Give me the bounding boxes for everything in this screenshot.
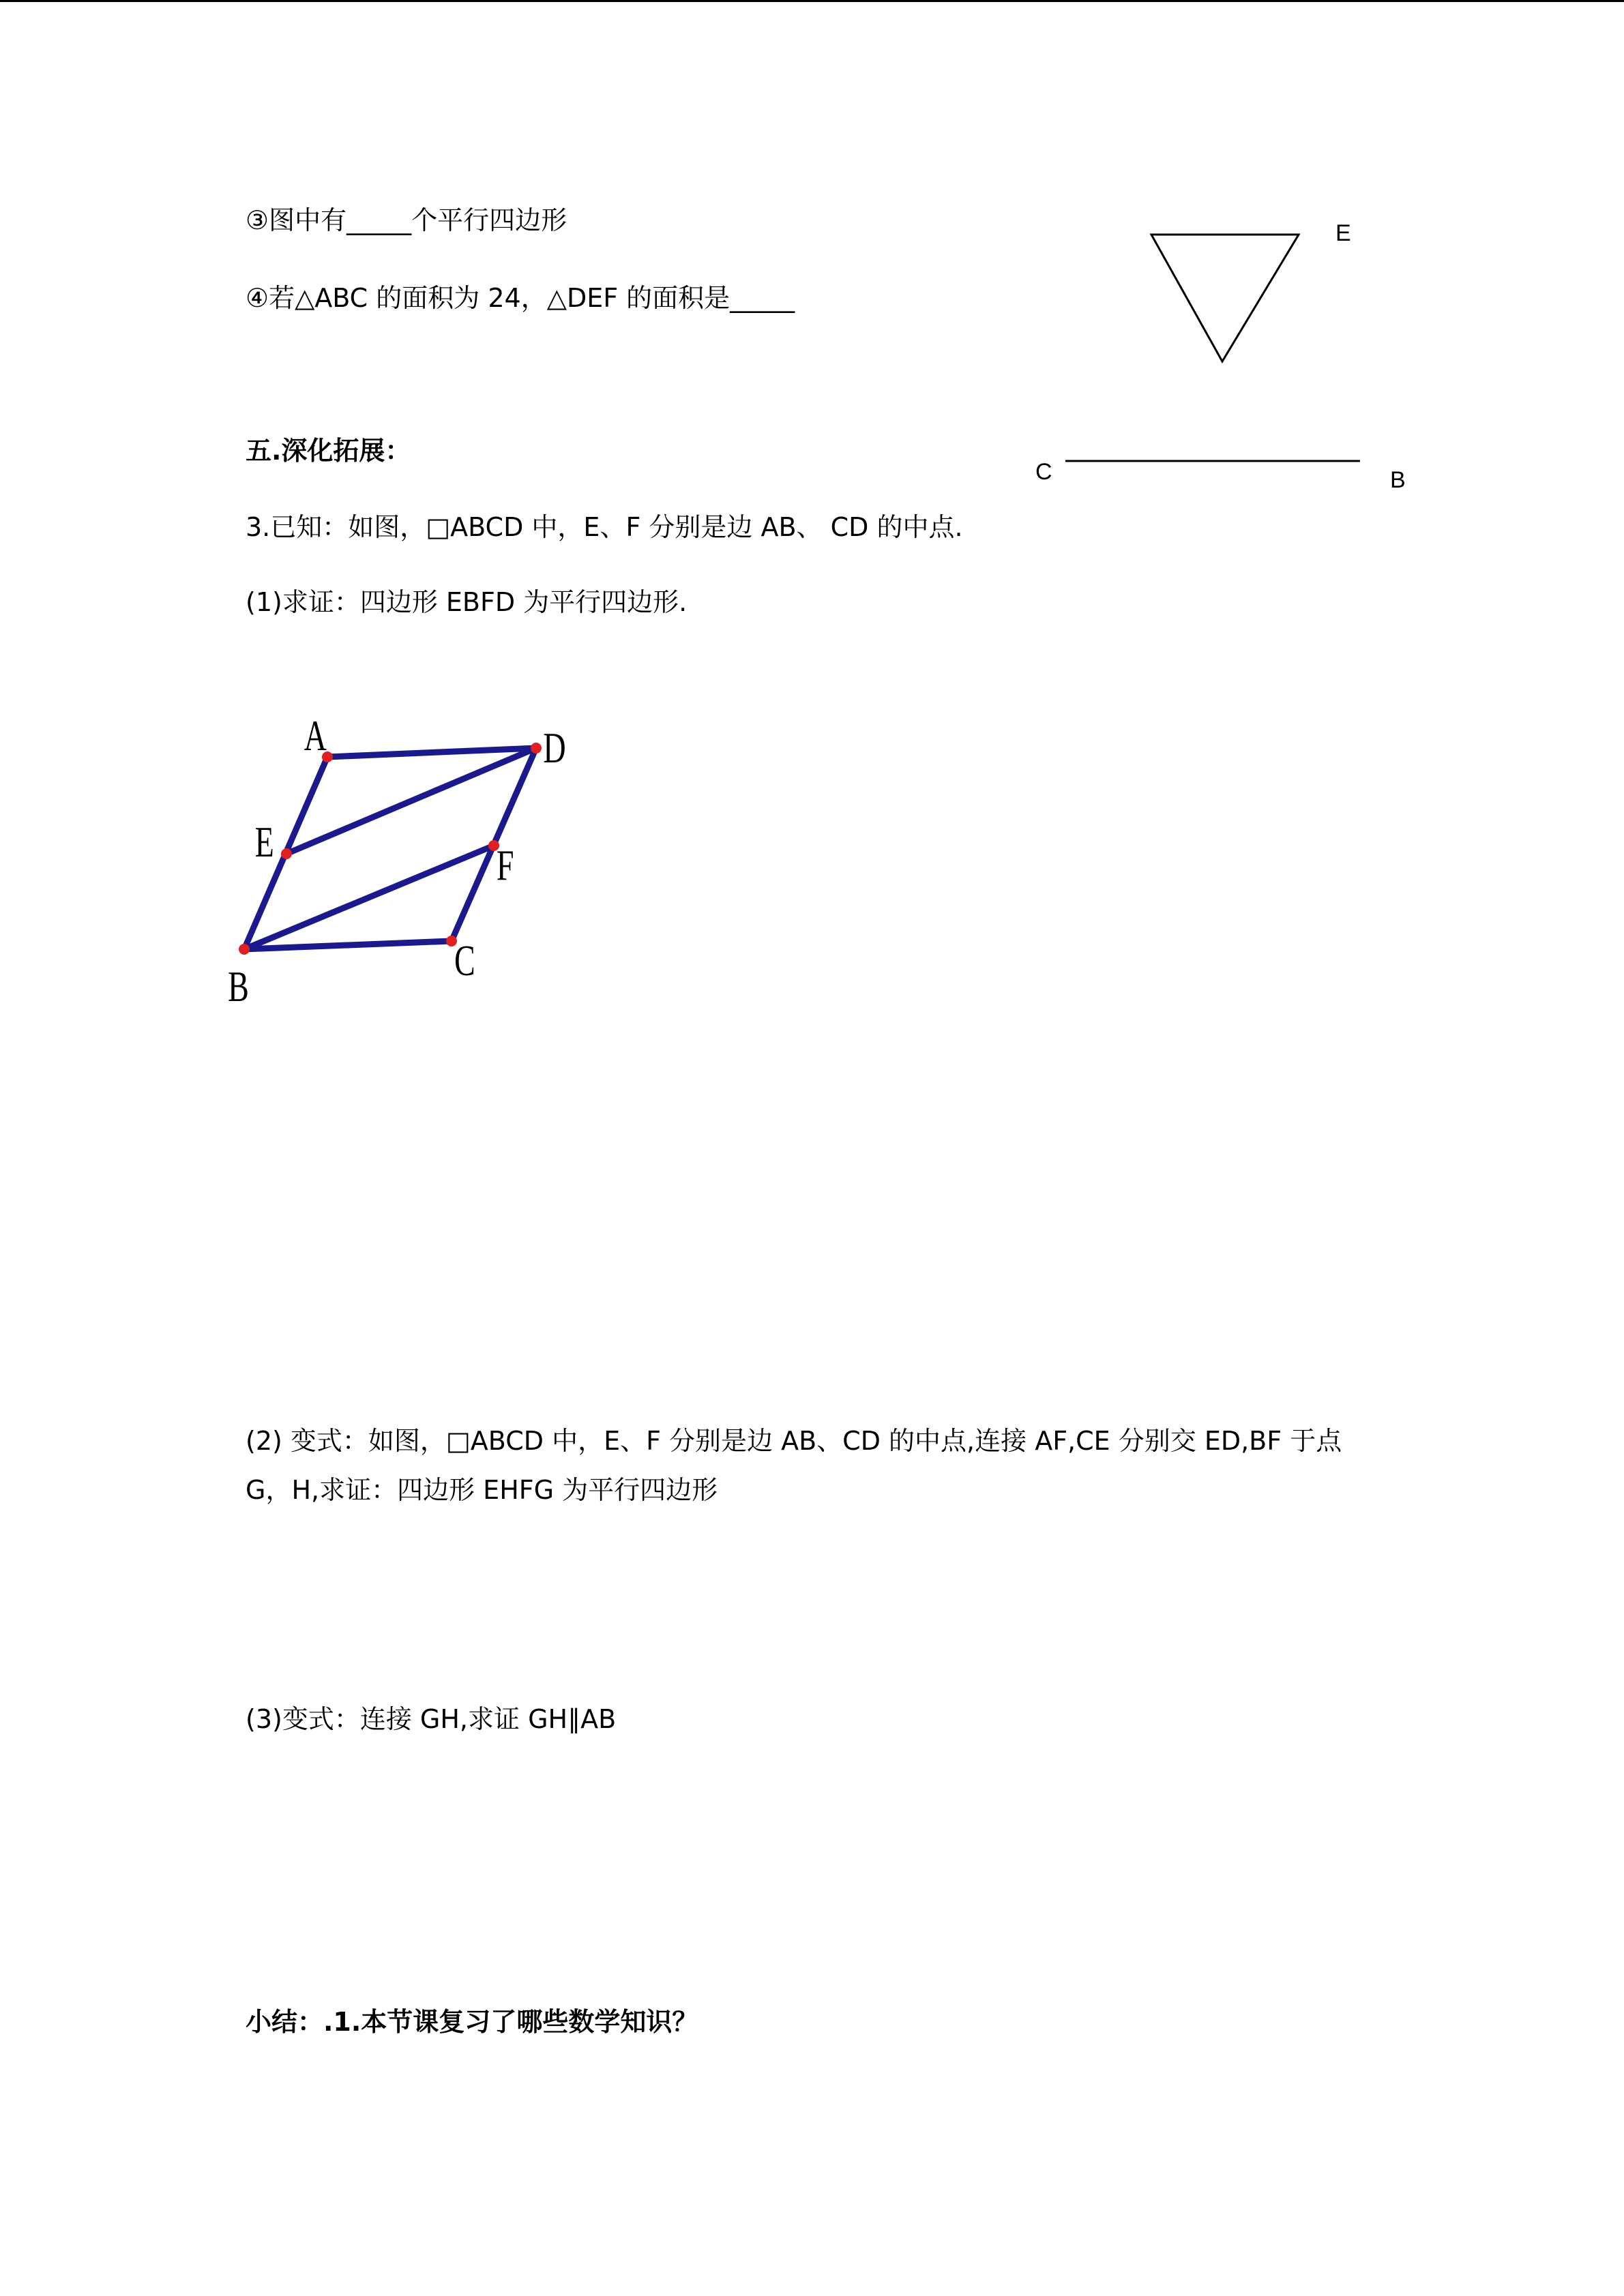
summary-line: 小结：.1.本节课复习了哪些数学知识？ bbox=[246, 2007, 698, 2037]
side-bc bbox=[244, 941, 452, 949]
point-e bbox=[281, 848, 292, 859]
problem-3-part-3: (3)变式：连接 GH,求证 GH∥AB bbox=[246, 1704, 617, 1734]
parallelogram-label-f: F bbox=[496, 841, 514, 890]
point-d bbox=[531, 743, 542, 754]
parallelogram-label-c: C bbox=[454, 936, 475, 985]
triangle-label-e: E bbox=[1335, 220, 1351, 246]
parallelogram-label-b: B bbox=[228, 962, 249, 1011]
parallelogram-label-a: A bbox=[304, 711, 327, 760]
problem-3-statement: 3.已知：如图，□ABCD 中，E、F 分别是边 AB、 CD 的中点. bbox=[246, 512, 963, 542]
segment-label-b: B bbox=[1390, 467, 1406, 493]
problem-3-part-2-line-1: (2) 变式：如图，□ABCD 中，E、F 分别是边 AB、CD 的中点,连接 AF,CE 分别交 ED,BF 于点 bbox=[246, 1426, 1342, 1456]
problem-3-part-2-line-2: G，H,求证：四边形 EHFG 为平行四边形 bbox=[246, 1475, 718, 1505]
point-b bbox=[239, 944, 250, 955]
segment-label-c: C bbox=[1035, 459, 1052, 485]
parallelogram-label-e: E bbox=[254, 818, 274, 867]
section-5-heading: 五.深化拓展： bbox=[246, 436, 411, 466]
side-ad bbox=[327, 748, 536, 757]
question-4-line: ④若△ABC 的面积为 24，△DEF 的面积是_____ bbox=[246, 283, 795, 313]
problem-3-part-1: (1)求证：四边形 EBFD 为平行四边形. bbox=[246, 587, 688, 617]
question-3-line: ③图中有_____个平行四边形 bbox=[246, 205, 567, 235]
parallelogram-label-d: D bbox=[543, 724, 566, 773]
